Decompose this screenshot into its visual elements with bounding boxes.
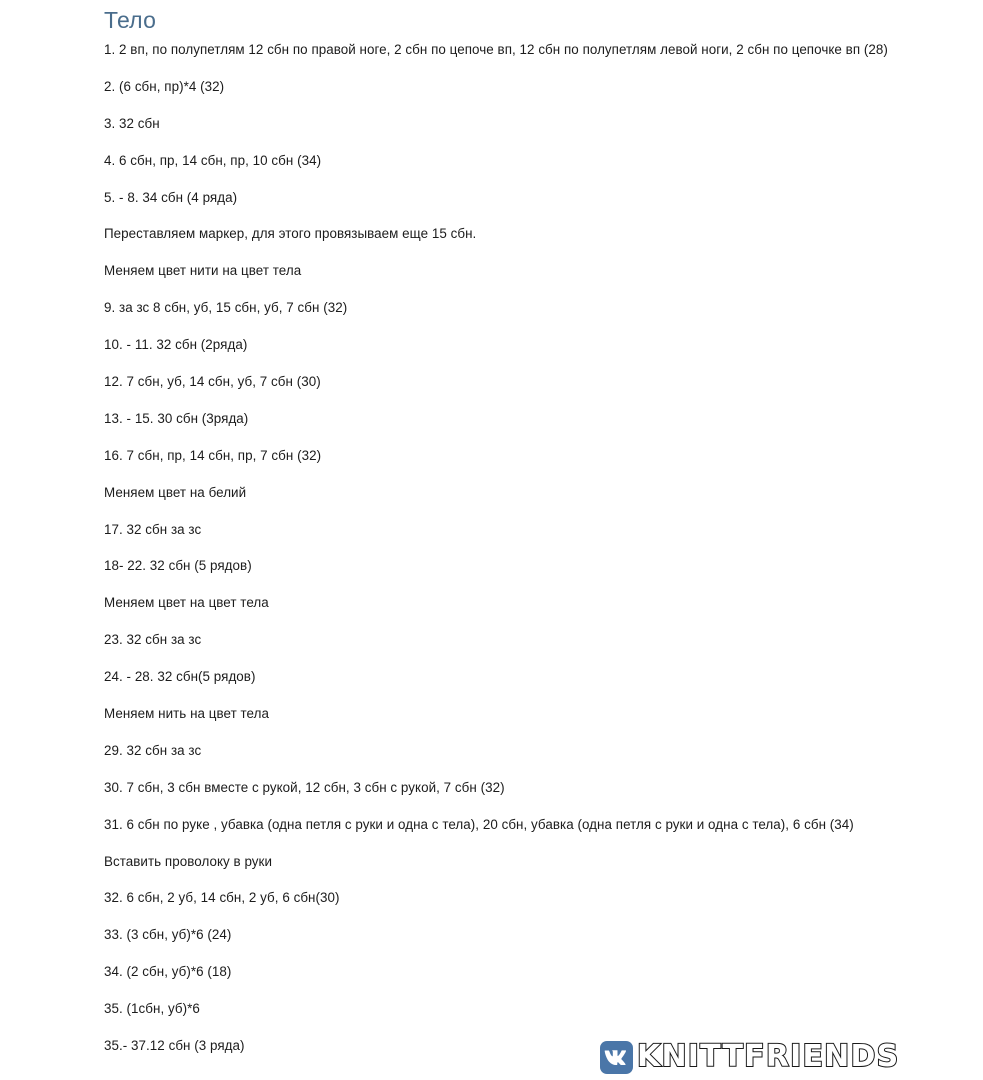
pattern-line: 23. 32 сбн за зс [104, 632, 202, 648]
watermark-text: KNITTFRIENDS [637, 1039, 900, 1074]
pattern-line: 31. 6 сбн по руке , убавка (одна петля с руки и одна с тела), 20 сбн, убавка (одна петля с руки и одна с тела), 6 сбн (34) [104, 816, 854, 832]
pattern-line: 33. (3 сбн, уб)*6 (24) [104, 927, 232, 943]
pattern-line: 18- 22. 32 сбн (5 рядов) [104, 558, 252, 574]
pattern-line: 30. 7 сбн, 3 сбн вместе с рукой, 12 сбн, 3 сбн с рукой, 7 сбн (32) [104, 779, 505, 795]
pattern-line: 17. 32 сбн за зс [104, 521, 202, 537]
pattern-lines [104, 40, 924, 1056]
pattern-line: 32. 6 сбн, 2 уб, 14 сбн, 2 уб, 6 сбн(30) [104, 890, 340, 906]
pattern-line: 13. - 15. 30 сбн (3ряда) [104, 410, 249, 426]
pattern-line: 35.- 37.12 сбн (3 ряда) [104, 1038, 245, 1054]
vk-glyph [604, 1049, 630, 1065]
pattern-line: 29. 32 сбн за зс [104, 742, 202, 758]
pattern-line: Меняем цвет нити на цвет тела [104, 263, 302, 279]
pattern-line: 4. 6 сбн, пр, 14 сбн, пр, 10 сбн (34) [104, 152, 322, 168]
pattern-line: 24. - 28. 32 сбн(5 рядов) [104, 669, 256, 685]
vk-logo-icon [600, 1041, 633, 1074]
pattern-line: 34. (2 сбн, уб)*6 (18) [104, 964, 232, 980]
pattern-line: Переставляем маркер, для этого провязываем еще 15 сбн. [104, 226, 477, 242]
pattern-line: 2. (6 сбн, пр)*4 (32) [104, 78, 225, 94]
document [104, 6, 924, 1073]
pattern-line: Вставить проволоку в руки [104, 853, 272, 869]
pattern-line: 10. - 11. 32 сбн (2ряда) [104, 337, 248, 353]
pattern-line: Меняем цвет на белий [104, 484, 247, 500]
pattern-line: 3. 32 сбн [104, 115, 160, 131]
pattern-line: 12. 7 сбн, уб, 14 сбн, уб, 7 сбн (30) [104, 374, 321, 390]
pattern-line: 16. 7 сбн, пр, 14 сбн, пр, 7 сбн (32) [104, 447, 322, 463]
pattern-line: 9. за зс 8 сбн, уб, 15 сбн, уб, 7 сбн (32) [104, 300, 348, 316]
page-title: Тело [104, 7, 157, 33]
watermark [600, 1038, 899, 1076]
pattern-line: Меняем цвет на цвет тела [104, 595, 269, 611]
pattern-line: 35. (1сбн, уб)*6 [104, 1001, 200, 1017]
pattern-line: 1. 2 вп, по полупетлям 12 сбн по правой ноге, 2 сбн по цепоче вп, 12 сбн по полупетлям левой ноги, 2 сбн по цепочке вп (28) [104, 42, 888, 57]
pattern-line: Меняем нить на цвет тела [104, 706, 269, 722]
pattern-line: 5. - 8. 34 сбн (4 ряда) [104, 189, 238, 205]
